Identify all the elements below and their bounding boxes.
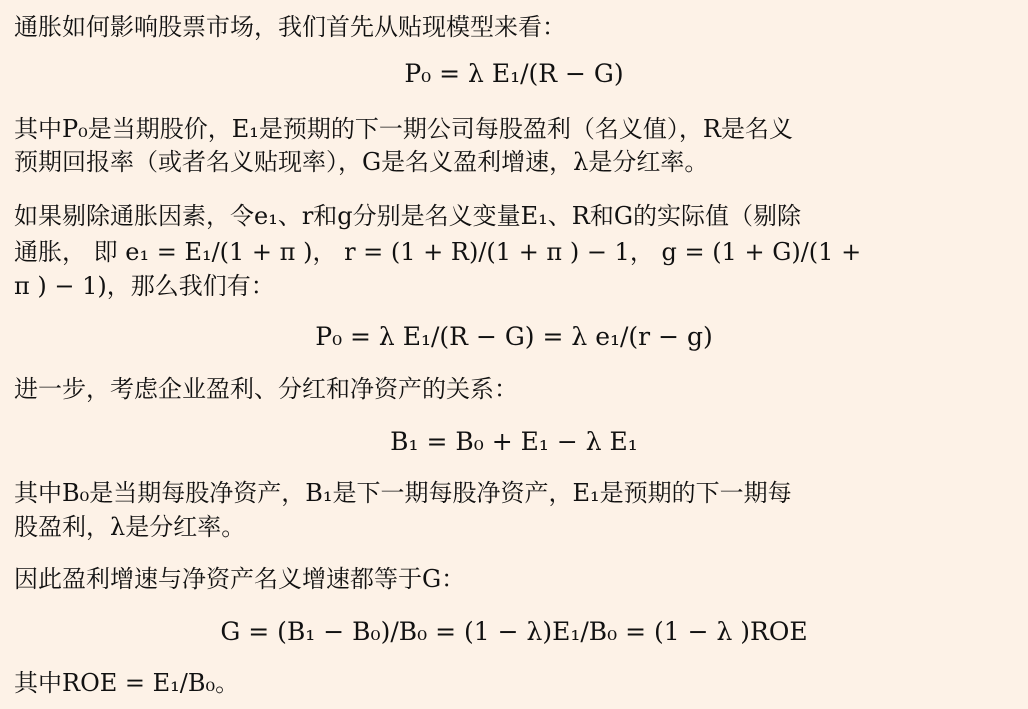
equation-growth: G = (B₁ − B₀)/B₀ = (1 − λ)E₁/B₀ = (1 − λ )ROE xyxy=(220,617,808,646)
relation-text: 进一步，考虑企业盈利、分红和净资产的关系： xyxy=(14,375,518,403)
real-variable-text-1: 如果剔除通胀因素，令e₁、r和g分别是名义变量E₁、R和G的实际值（剔除 xyxy=(14,202,802,230)
real-variable-text-3: π ) − 1)，那么我们有： xyxy=(14,272,275,300)
equation-book-value: B₁ = B₀ + E₁ − λ E₁ xyxy=(390,427,638,456)
equation-price: P₀ = λ E₁/(R − G) xyxy=(404,59,624,88)
definition-text-2: 预期回报率（或者名义贴现率），G是名义盈利增速，λ是分红率。 xyxy=(14,148,709,176)
definition-text-1: 其中P₀是当期股价，E₁是预期的下一期公司每股盈利（名义值），R是名义 xyxy=(14,115,793,143)
intro-text: 通胀如何影响股票市场，我们首先从贴现模型来看： xyxy=(14,13,566,41)
book-value-text-1: 其中B₀是当期每股净资产，B₁是下一期每股净资产，E₁是预期的下一期每 xyxy=(14,479,792,507)
book-value-text-2: 股盈利，λ是分红率。 xyxy=(14,513,246,541)
real-variable-text-2: 通胀， 即 e₁ = E₁/(1 + π )， r = (1 + R)/(1 + π ) − 1， g = (1 + G)/(1 + xyxy=(14,238,862,266)
equation-price-real: P₀ = λ E₁/(R − G) = λ e₁/(r − g) xyxy=(315,322,713,351)
roe-definition-text: 其中ROE = E₁/B₀。 xyxy=(14,669,240,697)
growth-text: 因此盈利增速与净资产名义增速都等于G： xyxy=(14,565,466,593)
